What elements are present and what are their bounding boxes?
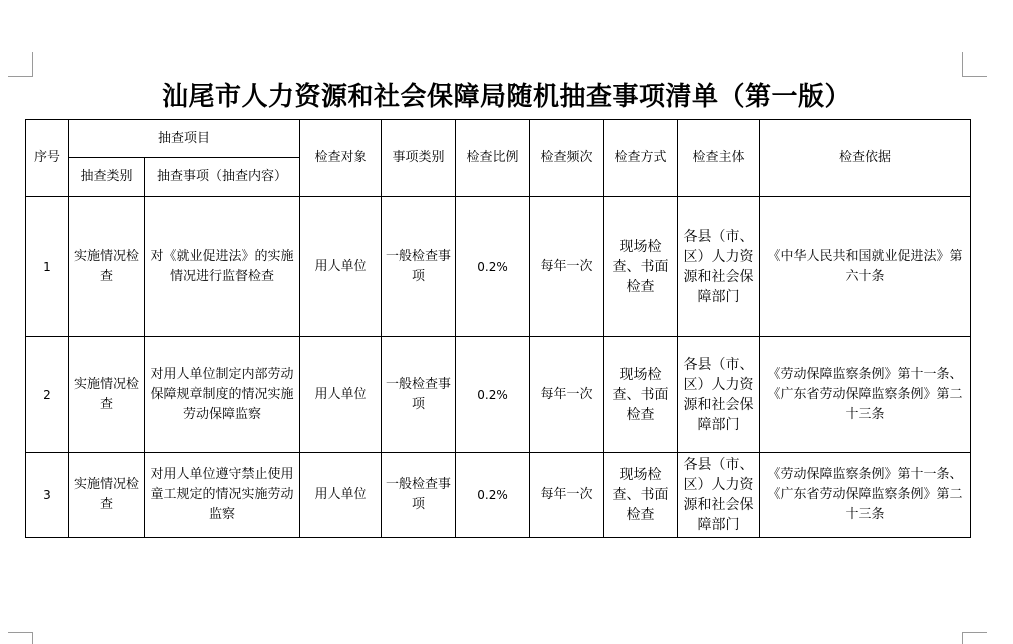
table-row	[26, 337, 971, 453]
row-type: 一般检查事项	[382, 337, 456, 453]
row-method: 现场检查、书面检查	[604, 337, 678, 453]
row-target: 用人单位	[300, 337, 382, 453]
inspection-items-table	[25, 119, 971, 538]
row-subject: 各县（市、区）人力资源和社会保障部门	[678, 453, 760, 538]
document-title: 汕尾市人力资源和社会保障局随机抽查事项清单（第一版）	[161, 82, 851, 112]
row-ratio: 0.2%	[456, 197, 530, 337]
page-corner-mark-bottom-right	[962, 632, 987, 644]
row-basis: 《劳动保障监察条例》第十一条、《广东省劳动保障监察条例》第二十三条	[760, 337, 971, 453]
row-basis: 《中华人民共和国就业促进法》第六十条	[760, 197, 971, 337]
table-row	[26, 197, 971, 337]
page-corner-mark-bottom-left	[8, 632, 33, 644]
row-type: 一般检查事项	[382, 197, 456, 337]
row-category: 实施情况检查	[69, 453, 145, 538]
row-item: 对用人单位制定内部劳动保障规章制度的情况实施劳动保障监察	[145, 337, 300, 453]
row-seq: 2	[26, 337, 69, 453]
row-type: 一般检查事项	[382, 453, 456, 538]
row-item: 对《就业促进法》的实施情况进行监督检查	[145, 197, 300, 337]
page-corner-mark-top-left	[8, 52, 33, 77]
row-category: 实施情况检查	[69, 197, 145, 337]
row-category: 实施情况检查	[69, 337, 145, 453]
header-method: 检查方式	[604, 120, 678, 197]
page-corner-mark-top-right	[962, 52, 987, 77]
row-basis: 《劳动保障监察条例》第十一条、《广东省劳动保障监察条例》第二十三条	[760, 453, 971, 538]
row-frequency: 每年一次	[530, 453, 604, 538]
row-item: 对用人单位遵守禁止使用童工规定的情况实施劳动监察	[145, 453, 300, 538]
row-target: 用人单位	[300, 453, 382, 538]
header-seq: 序号	[26, 120, 69, 197]
header-ratio: 检查比例	[456, 120, 530, 197]
header-item: 抽查事项（抽查内容）	[145, 158, 300, 197]
row-subject: 各县（市、区）人力资源和社会保障部门	[678, 197, 760, 337]
header-row-top	[26, 120, 971, 158]
header-category: 抽查类别	[69, 158, 145, 197]
table-row	[26, 453, 971, 538]
header-target: 检查对象	[300, 120, 382, 197]
row-frequency: 每年一次	[530, 197, 604, 337]
row-method: 现场检查、书面检查	[604, 197, 678, 337]
row-seq: 1	[26, 197, 69, 337]
row-ratio: 0.2%	[456, 337, 530, 453]
header-type: 事项类别	[382, 120, 456, 197]
row-ratio: 0.2%	[456, 453, 530, 538]
row-seq: 3	[26, 453, 69, 538]
row-target: 用人单位	[300, 197, 382, 337]
header-frequency: 检查频次	[530, 120, 604, 197]
header-project: 抽查项目	[69, 120, 300, 158]
row-subject: 各县（市、区）人力资源和社会保障部门	[678, 337, 760, 453]
header-basis: 检查依据	[760, 120, 971, 197]
row-frequency: 每年一次	[530, 337, 604, 453]
row-method: 现场检查、书面检查	[604, 453, 678, 538]
header-subject: 检查主体	[678, 120, 760, 197]
